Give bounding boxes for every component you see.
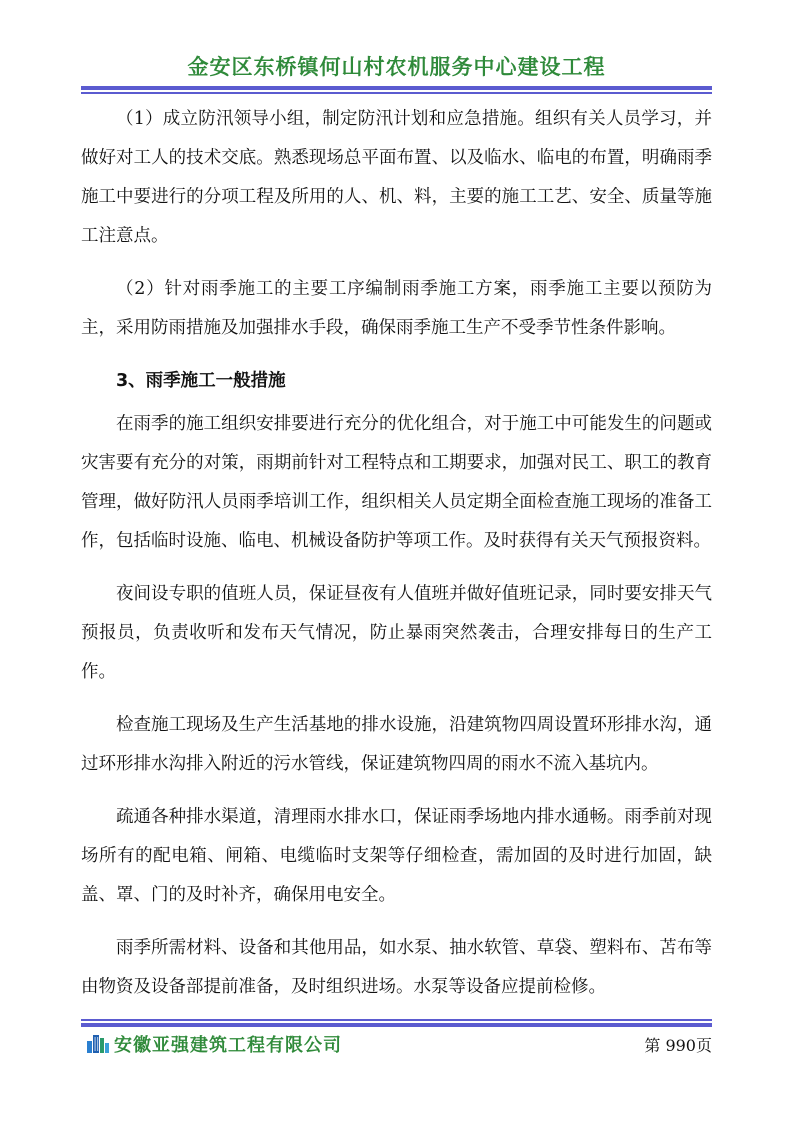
paragraph: （1）成立防汛领导小组，制定防汛计划和应急措施。组织有关人员学习，并做好对工人的技术交底。熟悉现场总平面布置、以及临水、临电的布置，明确雨季施工中要进行的分项工程及所用的人、机、料，主要的施工工艺、安全、质量等施工注意点。 <box>81 109 712 246</box>
header-rule-thin <box>81 92 712 94</box>
paragraph: 雨季所需材料、设备和其他用品，如水泵、抽水软管、草袋、塑料布、苫布等由物资及设备部提前准备，及时组织进场。水泵等设备应提前检修。 <box>81 938 712 997</box>
paragraph: （2）针对雨季施工的主要工序编制雨季施工方案，雨季施工主要以预防为主，采用防雨措施及加强排水手段，确保雨季施工生产不受季节性条件影响。 <box>81 279 712 338</box>
page-number: 第 990页 <box>644 1036 712 1055</box>
paragraph: 检查施工现场及生产生活基地的排水设施，沿建筑物四周设置环形排水沟，通过环形排水沟排入附近的污水管线，保证建筑物四周的雨水不流入基坑内。 <box>81 715 712 774</box>
footer-rule-thick <box>81 1023 712 1027</box>
document-body <box>81 100 712 1021</box>
header-title: 金安区东桥镇何山村农机服务中心建设工程 <box>187 55 606 79</box>
footer-company-name: 安徽亚强建筑工程有限公司 <box>114 1035 342 1056</box>
paragraph: 在雨季的施工组织安排要进行充分的优化组合，对于施工中可能发生的问题或灾害要有充分的对策，雨期前针对工程特点和工期要求，加强对民工、职工的教育管理，做好防汛人员雨季培训工作，组织相关人员定期全面检查施工现场的准备工作，包括临时设施、临电、机械设备防护等项工作。及时获得有关天气预报资料。 <box>81 414 712 551</box>
header-rule-thick <box>81 86 712 90</box>
paragraph: 疏通各种排水渠道，清理雨水排水口，保证雨季场地内排水通畅。雨季前对现场所有的配电箱、闸箱、电缆临时支架等仔细检查，需加固的及时进行加固，缺盖、罩、门的及时补齐，确保用电安全。 <box>81 807 712 905</box>
paragraph: 夜间设专职的值班人员，保证昼夜有人值班并做好值班记录，同时要安排天气预报员，负责收听和发布天气情况，防止暴雨突然袭击，合理安排每日的生产工作。 <box>81 584 712 682</box>
building-logo-icon <box>86 1033 110 1053</box>
footer-rule-thin <box>81 1019 712 1021</box>
section-heading: 3、雨季施工一般措施 <box>116 371 286 391</box>
